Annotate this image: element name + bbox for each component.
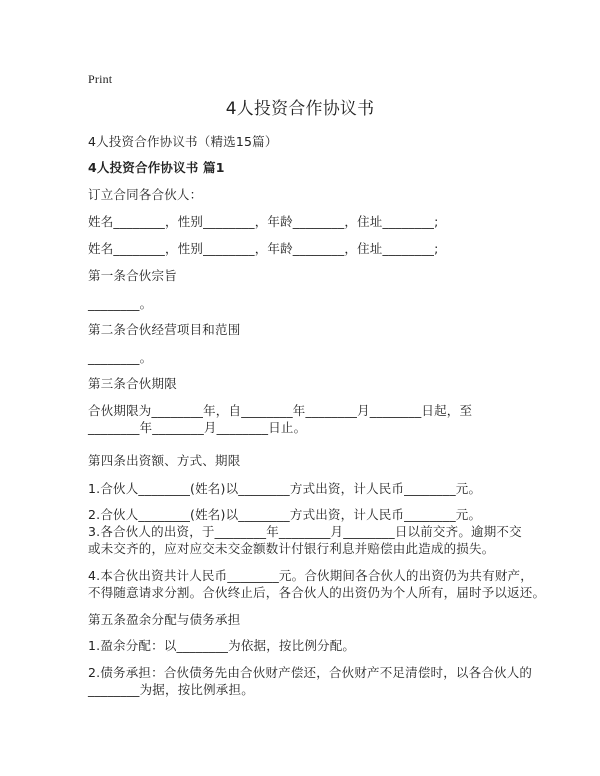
document-title: 4人投资合作协议书 — [225, 99, 375, 119]
paragraph: 3.各合伙人的出资，于________年________月________日以前交齐。逾期不交 或未交齐的，应对应交未交金额数计付银行利息并赔偿由此造成的损失。 — [88, 524, 522, 556]
article-heading: 第五条盈余分配与债务承担 — [88, 612, 241, 627]
paragraph: 1.合伙人________(姓名)以________方式出资，计人民币________元。 — [88, 481, 482, 496]
article-heading: 第四条出资额、方式、期限 — [88, 453, 241, 468]
print-link[interactable]: Print — [88, 72, 113, 86]
paragraph: ________。 — [88, 296, 153, 311]
paragraph: 1.盈余分配：以________为依据，按比例分配。 — [88, 638, 356, 653]
paragraph: 2.债务承担：合伙债务先由合伙财产偿还，合伙财产不足清偿时，以各合伙人的 ________为据，按比例承担。 — [88, 665, 533, 697]
paragraph: 2.合伙人________(姓名)以________方式出资，计人民币________元。 — [88, 507, 482, 522]
document-subtitle: 4人投资合作协议书（精选15篇） — [88, 134, 278, 149]
paragraph: 订立合同各合伙人： — [88, 187, 203, 202]
partner-info-line: 姓名________，性别________，年龄________，住址________; — [88, 214, 439, 229]
section-heading: 4人投资合作协议书 篇1 — [88, 160, 225, 175]
article-heading: 第二条合伙经营项目和范围 — [88, 322, 241, 337]
article-heading: 第三条合伙期限 — [88, 376, 177, 391]
paragraph: 合伙期限为________年，自________年________月________日起，至 ________年________月________日止。 — [88, 403, 473, 435]
article-heading: 第一条合伙宗旨 — [88, 268, 177, 283]
paragraph: ________。 — [88, 350, 153, 365]
partner-info-line: 姓名________，性别________，年龄________，住址________; — [88, 241, 439, 256]
paragraph: 4.本合伙出资共计人民币________元。合伙期间各合伙人的出资仍为共有财产， 不得随意请求分割。合伙终止后，各合伙人的出资仍为个人所有，届时予以返还。 — [88, 568, 546, 600]
